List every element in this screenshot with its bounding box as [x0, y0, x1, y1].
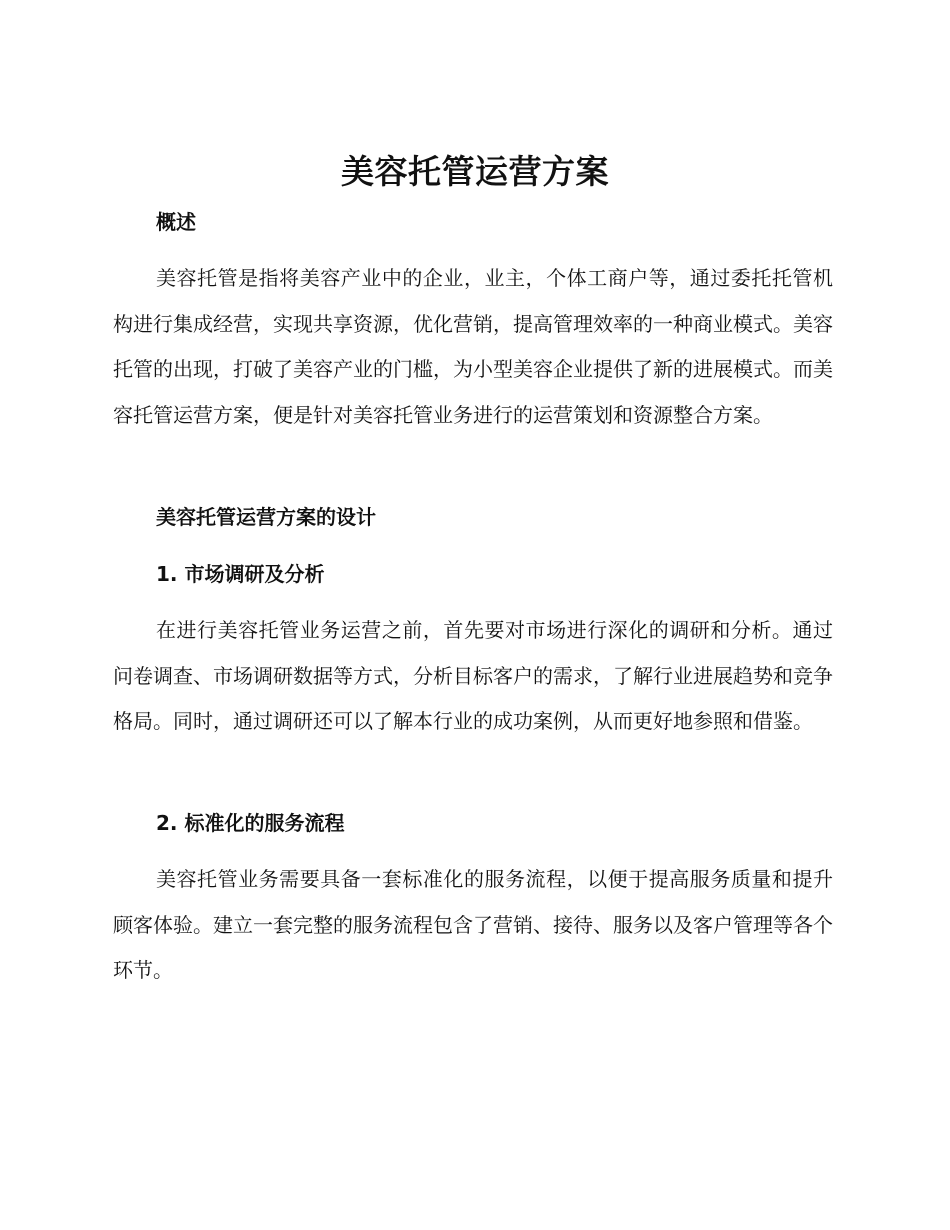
section-heading-overview: 概述 — [156, 210, 196, 234]
section-heading-design: 美容托管运营方案的设计 — [156, 505, 376, 529]
document-title: 美容托管运营方案 — [341, 152, 609, 191]
paragraph-overview: 美容托管是指将美容产业中的企业，业主，个体工商户等，通过委托托管机构进行集成经营，实现共享资源，优化营销，提高管理效率的一种商业模式。美容托管的出现，打破了美容产业的门槛，为小型美容企业提供了新的进展模式。而美容托管运营方案，便是针对美容托管业务进行的运营策划和资源整合方案。 — [113, 266, 833, 427]
paragraph-service-process: 美容托管业务需要具备一套标准化的服务流程，以便于提高服务质量和提升顾客体验。建立一套完整的服务流程包含了营销、接待、服务以及客户管理等各个环节。 — [113, 867, 833, 982]
paragraph-market-research: 在进行美容托管业务运营之前，首先要对市场进行深化的调研和分析。通过问卷调查、市场调研数据等方式，分析目标客户的需求，了解行业进展趋势和竞争格局。同时，通过调研还可以了解本行业的成功案例，从而更好地参照和借鉴。 — [113, 618, 833, 733]
section-heading-market-research: 1. 市场调研及分析 — [156, 562, 325, 586]
section-heading-service-process: 2. 标准化的服务流程 — [156, 811, 345, 835]
